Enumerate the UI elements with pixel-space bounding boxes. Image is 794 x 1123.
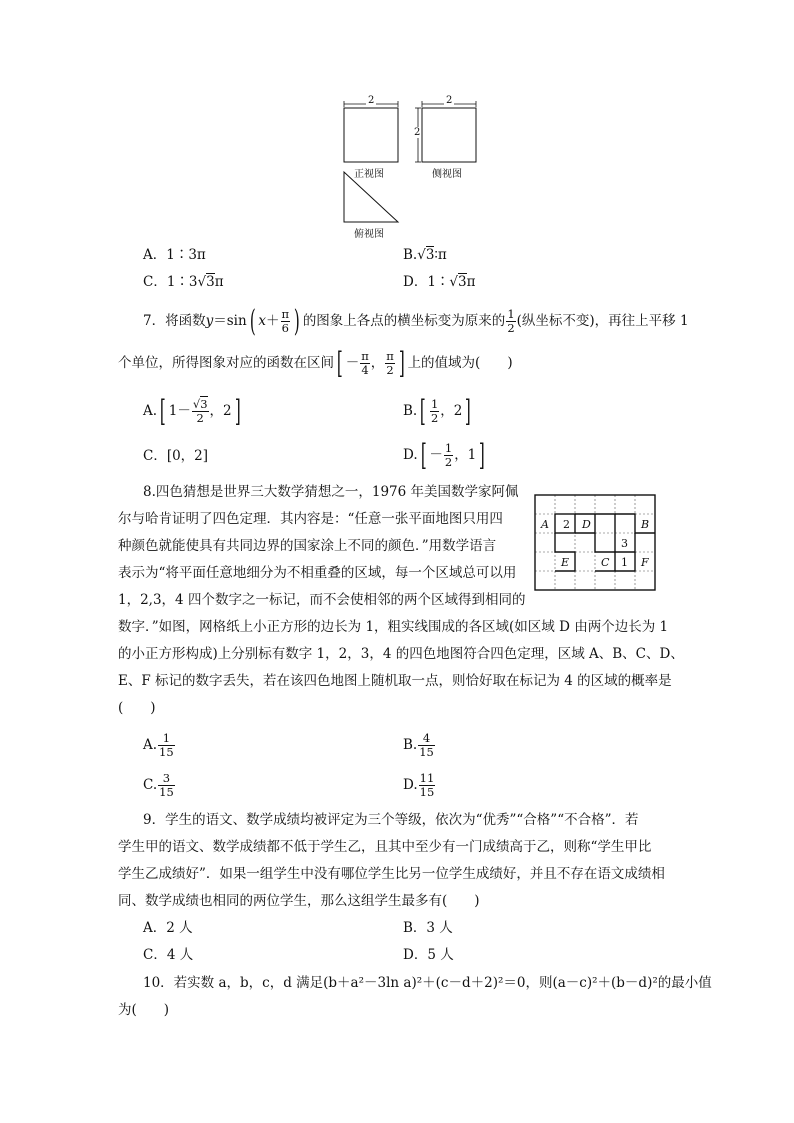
label-top-view: 俯视图 bbox=[354, 229, 384, 240]
q9-option-c: C．4 人 bbox=[143, 947, 194, 963]
map-label-d: D bbox=[582, 518, 591, 531]
q9-option-d: D．5 人 bbox=[403, 947, 454, 963]
label-side-view: 侧视图 bbox=[432, 169, 462, 180]
map-label-e: E bbox=[561, 556, 570, 569]
q10-line-1: 10．若实数 a，b，c，d 满足(b＋a²－3ln a)²＋(c－d＋2)²＝0，则(a－c)²＋(b－d)²的最小值 bbox=[143, 975, 712, 991]
side-view bbox=[415, 101, 476, 162]
q7-option-a: A.[ 1－ $\frac{√3}{2}$ ，2] bbox=[143, 393, 241, 429]
q9-line-1: 9．学生的语文、数学成绩均被评定为三个等级，依次为“优秀”“合格”“不合格”．若 bbox=[143, 812, 639, 828]
map-label-2: 2 bbox=[563, 518, 570, 531]
q8-text-line-9: ( ) bbox=[118, 700, 156, 716]
q10-line-2: 为( ) bbox=[118, 1002, 170, 1018]
q8-text-line-2: 尔与哈肯证明了四色定理．其内容是：“任意一张平面地图只用四 bbox=[118, 511, 503, 527]
map-label-a: A bbox=[541, 518, 549, 531]
dim-side-width: 2 bbox=[446, 95, 453, 106]
q8-text-line-7: 的小正方形构成)上分别标有数字 1，2，3，4 的四色地图符合四色定理，区域 A、B、C、D、 bbox=[118, 646, 684, 662]
q8-text-line-5: 1，2,3，4 四个数字之一标记，而不会使相邻的两个区域得到相同的 bbox=[118, 592, 526, 608]
map-label-3: 3 bbox=[621, 537, 628, 550]
q7-option-d: D.[ － $\frac{1}{2}$ ，1] bbox=[403, 437, 486, 473]
q8-option-c: C. $\frac{3}{15}$ bbox=[143, 771, 174, 799]
q9-option-a: A．2 人 bbox=[143, 920, 193, 936]
four-color-map bbox=[533, 493, 657, 593]
q9-line-2: 学生甲的语文、数学成绩都不低于学生乙，且其中至少有一门成绩高于乙，则称“学生甲比 bbox=[118, 839, 652, 855]
q7-line1: 7．将函数y＝sin( x＋ $\frac{\pi}{6}$ ) 的图象上各点的横坐标变为原来的 $\frac{1}{2}$ (纵坐标不变)，再往上平移 1 bbox=[143, 303, 689, 339]
q8-text-line-6: 数字．”如图，网格纸上小正方形的边长为 1，粗实线围成的各区域(如区域 D 由两个边长为 1 bbox=[118, 619, 669, 635]
q8-option-b: B. $\frac{4}{15}$ bbox=[403, 731, 434, 759]
q8-option-d: D. $\frac{11}{15}$ bbox=[403, 771, 435, 799]
dim-side-height: 2 bbox=[414, 127, 421, 138]
q6-option-b: B.√3∶π bbox=[403, 247, 447, 263]
q8-text-line-4: 表示为“将平面任意地细分为不相重叠的区域，每一个区域总可以用 bbox=[118, 565, 517, 581]
q9-line-3: 学生乙成绩好”．如果一组学生中没有哪位学生比另一位学生成绩好，并且不存在语文成绩相 bbox=[118, 866, 665, 882]
q7-option-b: B.[ $\frac{1}{2}$ ，2] bbox=[403, 393, 472, 429]
map-label-f: F bbox=[641, 556, 649, 569]
front-view bbox=[344, 101, 398, 162]
map-label-c: C bbox=[601, 556, 610, 569]
q8-option-a: A. $\frac{1}{15}$ bbox=[143, 731, 174, 759]
map-label-b: B bbox=[641, 518, 650, 531]
q9-option-b: B．3 人 bbox=[403, 920, 453, 936]
q8-text-line-1: 8.四色猜想是世界三大数学猜想之一，1976 年美国数学家阿佩 bbox=[143, 484, 519, 500]
map-label-1: 1 bbox=[621, 556, 628, 569]
dim-front-width: 2 bbox=[368, 95, 375, 106]
q8-text-line-3: 种颜色就能使具有共同边界的国家涂上不同的颜色．”用数学语言 bbox=[118, 538, 497, 554]
label-front-view: 正视图 bbox=[354, 169, 384, 180]
q6-option-d: D．1∶√3π bbox=[403, 274, 476, 290]
q9-line-4: 同、数学成绩也相同的两位学生，那么这组学生最多有( ) bbox=[118, 893, 480, 909]
q8-text-line-8: E、F 标记的数字丢失，若在该四色地图上随机取一点，则恰好取在标记为 4 的区域的概率是 bbox=[118, 673, 672, 689]
q6-option-c: C．1∶3√3π bbox=[143, 274, 224, 290]
q7-line2: 个单位，所得图象对应的函数在区间[ － $\frac{\pi}{4}$ ， $\frac{\pi}{2}$ ] 上的值域为( ) bbox=[118, 345, 513, 381]
q6-option-a: A．1∶3π bbox=[143, 247, 206, 263]
q7-option-c: C．[0，2] bbox=[143, 448, 209, 464]
